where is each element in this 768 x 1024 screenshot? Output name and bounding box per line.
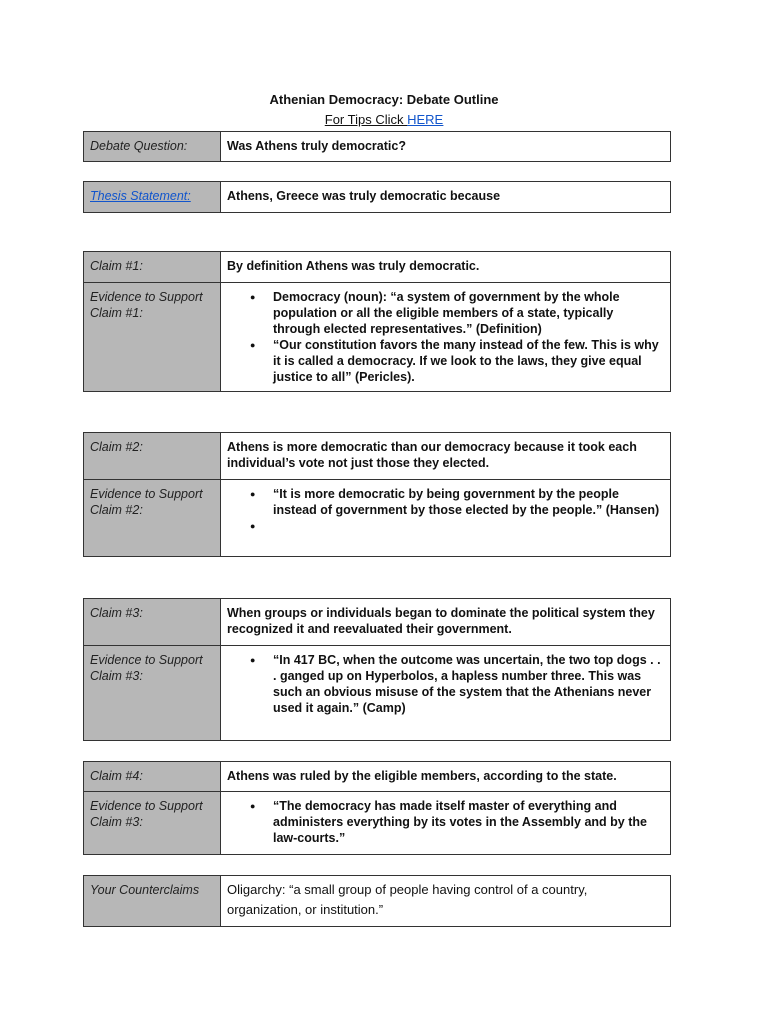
evidence-list [227,652,664,716]
counterclaims-row [84,876,671,927]
evidence-cell [221,792,671,855]
claim-value: By definition Athens was truly democratic. [221,252,671,283]
counterclaims-label: Your Counterclaims [84,876,221,927]
page-title: Athenian Democracy: Debate Outline [269,92,499,107]
thesis-table [83,181,671,213]
claim-3-table [83,598,671,741]
evidence-cell [221,283,671,392]
evidence-cell [221,646,671,741]
evidence-list [227,486,664,534]
claim-row [84,252,671,283]
evidence-row [84,792,671,855]
counterclaims-value: Oligarchy: “a small group of people having control of a country, organization, or institution.” [221,876,671,927]
claim-row [84,433,671,480]
evidence-row [84,480,671,557]
thesis-row [84,182,671,213]
tips-link[interactable]: HERE [407,112,444,127]
claim-row [84,762,671,792]
evidence-row [84,283,671,392]
evidence-item: ● “The democracy has made itself master of everything and administers everything by its votes in the Assembly and by the law-courts.” [273,798,664,846]
evidence-label: Evidence to Support Claim #3: [84,792,221,855]
tips-line [0,112,768,127]
claim-label: Claim #4: [84,762,221,792]
thesis-label-link[interactable]: Thesis Statement: [90,189,191,203]
claim-label: Claim #2: [84,433,221,480]
tips-prefix: For Tips Click [324,112,408,127]
claim-label: Claim #1: [84,252,221,283]
debate-question-table [83,131,671,162]
claim-label: Claim #3: [84,599,221,646]
evidence-row [84,646,671,741]
claim-4-table [83,761,671,855]
claim-value: When groups or individuals began to dominate the political system they recognized it and reevaluated their government. [221,599,671,646]
evidence-cell [221,480,671,557]
evidence-item: ● Democracy (noun): “a system of government by the whole population or all the eligible members of a state, typically through elected representatives.” (Definition) [273,289,664,337]
claim-2-table [83,432,671,557]
evidence-list [227,798,664,846]
evidence-label: Evidence to Support Claim #1: [84,283,221,392]
evidence-label: Evidence to Support Claim #3: [84,646,221,741]
debate-question-row [84,132,671,162]
claim-row [84,599,671,646]
evidence-item: ● “In 417 BC, when the outcome was uncertain, the two top dogs . . . ganged up on Hyperbolos, a hapless number three. This was such an obvious misuse of the system that the Athenians never used it again.” (Camp) [273,652,664,716]
evidence-list [227,289,664,385]
counterclaims-table [83,875,671,927]
debate-question-label: Debate Question: [84,132,221,162]
thesis-value: Athens, Greece was truly democratic because [221,182,671,213]
claim-value: Athens is more democratic than our democracy because it took each individual’s vote not just those they elected. [221,433,671,480]
claim-1-table [83,251,671,392]
thesis-label-cell [84,182,221,213]
evidence-label: Evidence to Support Claim #2: [84,480,221,557]
debate-question-value: Was Athens truly democratic? [221,132,671,162]
evidence-item: ● “It is more democratic by being government by the people instead of government by those elected by the people.” (Hansen) [273,486,664,518]
evidence-item [273,518,664,534]
claim-value: Athens was ruled by the eligible members, according to the state. [221,762,671,792]
evidence-item: ● “Our constitution favors the many instead of the few. This is why it is called a democracy. If we look to the laws, they give equal justice to all” (Pericles). [273,337,664,385]
